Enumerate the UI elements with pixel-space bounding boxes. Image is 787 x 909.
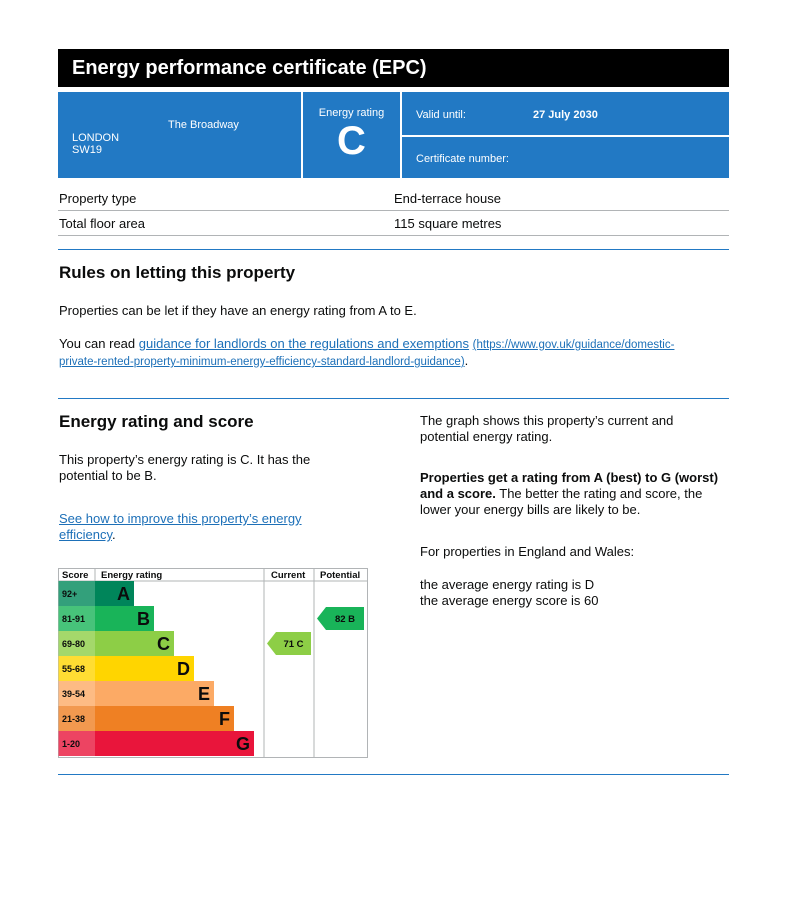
section-divider bbox=[58, 398, 729, 399]
chart-header-current: Current bbox=[271, 570, 306, 581]
energy-rating-chart bbox=[58, 568, 368, 758]
certificate-number-label: Certificate number: bbox=[416, 153, 509, 165]
letting-heading: Rules on letting this property bbox=[59, 263, 296, 282]
energy-rating-box bbox=[303, 92, 400, 178]
valid-until-value: 27 July 2030 bbox=[533, 109, 598, 121]
score-heading: Energy rating and score bbox=[59, 412, 254, 431]
current-rating-label: 71 C bbox=[283, 639, 304, 650]
rating-explanation-bold1: Properties get a rating from A (best) to G (worst) bbox=[420, 470, 719, 485]
band-letter-e: E bbox=[197, 684, 210, 704]
average-rating-text: the average energy rating is D bbox=[420, 577, 595, 592]
score-paragraph bbox=[59, 452, 310, 484]
page-title: Energy performance certificate (EPC) bbox=[58, 49, 729, 87]
band-letter-d: D bbox=[177, 659, 190, 679]
improve-efficiency-link-2[interactable]: efficiency bbox=[59, 527, 112, 542]
band-score-label: 39-54 bbox=[62, 689, 86, 699]
band-bar-e bbox=[95, 681, 214, 706]
band-score-label: 92+ bbox=[62, 589, 78, 599]
certificate-number-box bbox=[402, 137, 729, 178]
section-divider bbox=[58, 249, 729, 250]
address-postcode: SW19 bbox=[72, 144, 102, 156]
energy-rating-letter: C bbox=[337, 119, 366, 163]
chart-header-score: Score bbox=[62, 570, 89, 581]
landlord-guidance-link[interactable]: guidance for landlords on the regulations and exemptions bbox=[138, 336, 470, 351]
property-type-value: End-terrace house bbox=[394, 191, 501, 206]
potential-rating-label: 82 B bbox=[334, 614, 356, 625]
band-score-label: 69-80 bbox=[62, 639, 86, 649]
band-letter-a: A bbox=[117, 584, 130, 604]
valid-until-label: Valid until: bbox=[416, 109, 466, 121]
letting-guidance-suffix: . bbox=[464, 353, 469, 368]
rating-explanation-bold2: and a score. bbox=[420, 486, 496, 501]
band-letter-f: F bbox=[219, 709, 230, 729]
letting-guidance-prefix: You can read bbox=[59, 336, 139, 351]
graph-description bbox=[420, 413, 673, 445]
address-city: LONDON bbox=[72, 132, 120, 144]
floor-area-label: Total floor area bbox=[59, 216, 145, 231]
improve-link-suffix: . bbox=[112, 527, 116, 542]
chart-header-potential: Potential bbox=[320, 570, 361, 581]
band-letter-c: C bbox=[157, 634, 170, 654]
address-street: The Broadway bbox=[168, 119, 239, 131]
band-bar-f bbox=[95, 706, 234, 731]
letting-guidance-paragraph bbox=[59, 336, 719, 370]
improve-efficiency-link-1[interactable]: See how to improve this property’s energy bbox=[59, 511, 302, 526]
band-letter-b: B bbox=[137, 609, 150, 629]
score-paragraph-line2: potential to be B. bbox=[59, 468, 157, 483]
band-score-label: 81-91 bbox=[62, 614, 86, 624]
floor-area-row bbox=[58, 211, 729, 236]
band-score-label: 55-68 bbox=[62, 664, 86, 674]
letting-paragraph: Properties can be let if they have an energy rating from A to E. bbox=[59, 303, 417, 318]
average-score-text: the average energy score is 60 bbox=[420, 593, 599, 608]
band-bar-g bbox=[95, 731, 254, 756]
graph-description-line2: potential energy rating. bbox=[420, 429, 553, 444]
section-divider bbox=[58, 774, 729, 775]
chart-header-energy-rating: Energy rating bbox=[101, 570, 163, 581]
improve-paragraph bbox=[59, 511, 302, 543]
energy-rating-label: Energy rating bbox=[318, 107, 385, 119]
band-score-label: 1-20 bbox=[62, 739, 81, 749]
landlord-guidance-url-2[interactable]: private-rented-property-minimum-energy-efficiency-standard-landlord-guidance) bbox=[59, 356, 465, 368]
valid-until-box bbox=[402, 92, 729, 135]
england-wales-paragraph: For properties in England and Wales: bbox=[420, 544, 635, 559]
graph-description-line1: The graph shows this property’s current and bbox=[420, 413, 674, 428]
landlord-guidance-url-1[interactable]: (https://www.gov.uk/guidance/domestic- bbox=[472, 339, 675, 351]
floor-area-value: 115 square metres bbox=[394, 216, 502, 231]
rating-explanation-rest: The better the rating and score, the bbox=[495, 486, 703, 501]
score-paragraph-line1: This property’s energy rating is C. It has the bbox=[59, 452, 311, 467]
rating-explanation bbox=[420, 470, 718, 518]
property-type-label: Property type bbox=[59, 191, 137, 206]
band-score-label: 21-38 bbox=[62, 714, 86, 724]
rating-explanation-line3: lower your energy bills are likely to be. bbox=[420, 502, 641, 517]
band-letter-g: G bbox=[235, 734, 250, 754]
address-box bbox=[58, 92, 301, 178]
averages-paragraph bbox=[420, 577, 599, 609]
property-type-row bbox=[58, 186, 729, 211]
